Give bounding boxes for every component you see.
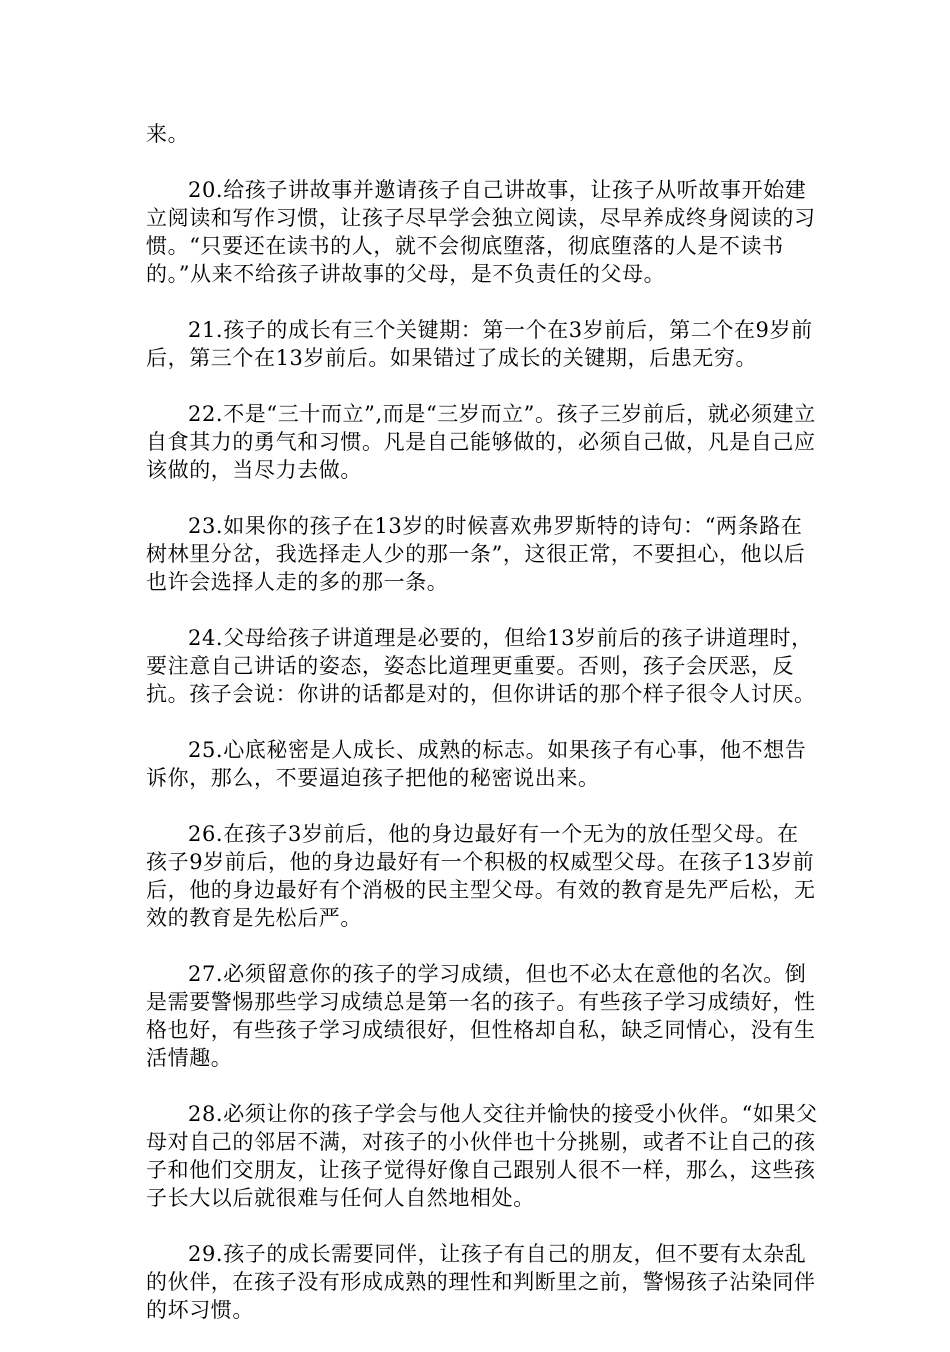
paragraph-24: 24.父母给孩子讲道理是必要的，但给13岁前后的孩子讲道理时，要注意自己讲话的姿态，姿态比道理更重要。否则，孩子会厌恶，反抗。孩子会说：你讲的话都是对的，但你讲话的那个样子很令人讨厌。 [146, 626, 816, 706]
paragraph-23: 23.如果你的孩子在13岁的时候喜欢弗罗斯特的诗句：“两条路在树林里分岔，我选择走人少的那一条”，这很正常，不要担心，他以后也许会选择人走的多的那一条。 [146, 514, 806, 594]
paragraph-20: 20.给孩子讲故事并邀请孩子自己讲故事，让孩子从听故事开始建立阅读和写作习惯，让孩子尽早学会独立阅读，尽早养成终身阅读的习惯。“只要还在读书的人，就不会彻底堕落，彻底堕落的人是不读书的。”从来不给孩子讲故事的父母，是不负责任的父母。 [146, 178, 816, 286]
paragraph-22: 22.不是“三十而立”,而是“三岁而立”。孩子三岁前后，就必须建立自食其力的勇气和习惯。凡是自己能够做的，必须自己做，凡是自己应该做的，当尽力去做。 [146, 402, 816, 482]
document-page [146, 120, 820, 1352]
paragraph-28: 28.必须让你的孩子学会与他人交往并愉快的接受小伙伴。“如果父母对自己的邻居不满，对孩子的小伙伴也十分挑剔，或者不让自己的孩子和他们交朋友，让孩子觉得好像自己跟别人很不一样，那么，这些孩子长大以后就很难与任何人自然地相处。 [146, 1102, 818, 1210]
paragraph-29: 29.孩子的成长需要同伴，让孩子有自己的朋友，但不要有太杂乱的伙伴，在孩子没有形成成熟的理性和判断里之前，警惕孩子沾染同伴的坏习惯。 [146, 1242, 816, 1322]
paragraph-27: 27.必须留意你的孩子的学习成绩，但也不必太在意他的名次。倒是需要警惕那些学习成绩总是第一名的孩子。有些孩子学习成绩好，性格也好，有些孩子学习成绩很好，但性格却自私，缺乏同情心，没有生活情趣。 [146, 962, 816, 1070]
paragraph-continuation: 来。 [146, 122, 190, 146]
paragraph-26: 26.在孩子3岁前后，他的身边最好有一个无为的放任型父母。在孩子9岁前后，他的身边最好有一个积极的权威型父母。在孩子13岁前后，他的身边最好有个消极的民主型父母。有效的教育是先严后松，无效的教育是先松后严。 [146, 822, 816, 930]
paragraph-25: 25.心底秘密是人成长、成熟的标志。如果孩子有心事，他不想告诉你，那么，不要逼迫孩子把他的秘密说出来。 [146, 738, 807, 790]
paragraph-21: 21.孩子的成长有三个关键期：第一个在3岁前后，第二个在9岁前后，第三个在13岁前后。如果错过了成长的关键期，后患无穷。 [146, 318, 813, 370]
